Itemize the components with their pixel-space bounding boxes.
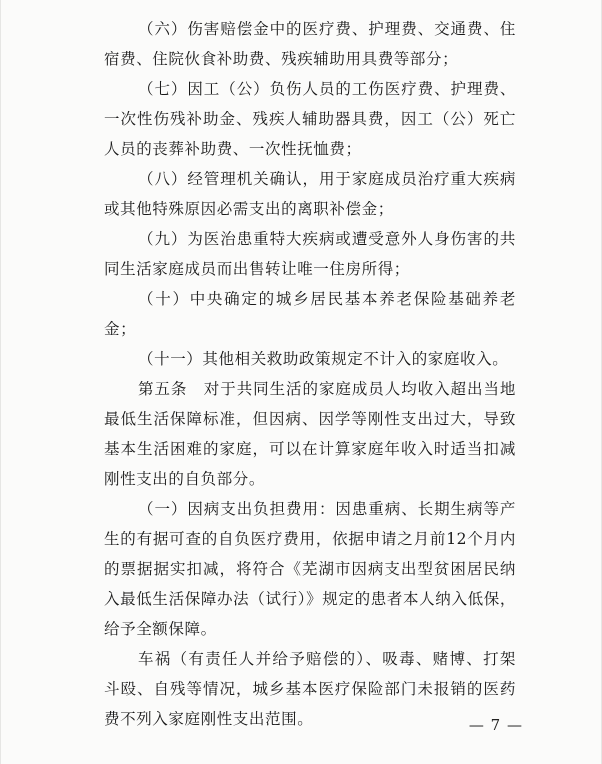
paragraph-exclusions: 车祸（有责任人并给予赔偿的）、吸毒、赌博、打架斗殴、自残等情况，城乡基本医疗保险部门未报销的医药费不列入家庭刚性支出范围。 [104, 650, 516, 728]
paragraph-item-9: （九）为医治患重特大疾病或遭受意外人身伤害的共同生活家庭成员而出售转让唯一住房所得； [104, 230, 516, 278]
paragraph-item-11: （十一）其他相关救助政策规定不计入的家庭收入。 [138, 350, 509, 368]
paragraph-item-7: （七）因工（公）负伤人员的工伤医疗费、护理费、一次性伤残补助金、残疾人辅助器具费，因工（公）死亡人员的丧葬补助费、一次性抚恤费； [104, 80, 516, 158]
paragraph-item-10: （十）中央确定的城乡居民基本养老保险基础养老金； [104, 290, 516, 338]
page-number: — 7 — [468, 716, 523, 734]
paragraph-illness-expense: （一）因病支出负担费用：因患重病、长期生病等产生的有据可查的自负医疗费用，依据申请之月前12个月内的票据据实扣减，将符合《芜湖市因病支出型贫困居民纳入最低生活保障办法（试行）》规定的患者本人纳入低保，给予全额保障。 [104, 500, 516, 638]
paragraph-article-5: 第五条 对于共同生活的家庭成员人均收入超出当地最低生活保障标准，但因病、因学等刚性支出过大，导致基本生活困难的家庭，可以在计算家庭年收入时适当扣减刚性支出的自负部分。 [104, 380, 516, 488]
paragraph-item-8: （八）经管理机关确认，用于家庭成员治疗重大疾病或其他特殊原因必需支出的离职补偿金； [104, 170, 516, 218]
document-body [104, 14, 516, 734]
paragraph-item-6: （六）伤害赔偿金中的医疗费、护理费、交通费、住宿费、住院伙食补助费、残疾辅助用具费等部分； [104, 20, 516, 68]
